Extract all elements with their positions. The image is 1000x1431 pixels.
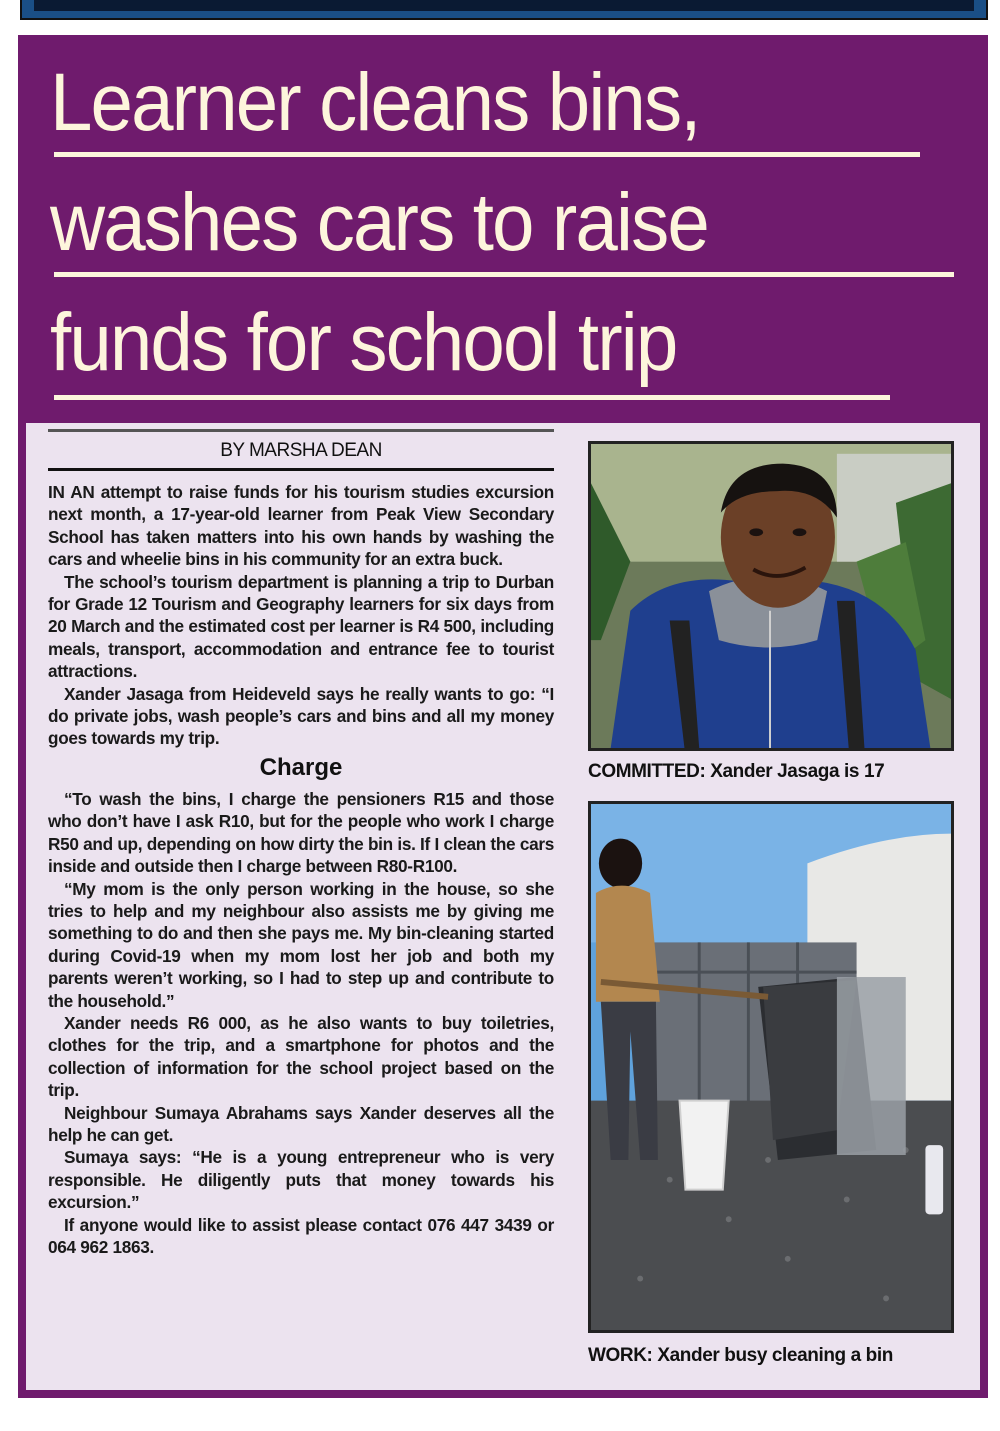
headline-line-2: washes cars to raise <box>50 177 708 268</box>
caption-bin-cleaning: WORK: Xander busy cleaning a bin <box>588 1345 893 1366</box>
photo-portrait <box>588 441 954 751</box>
photo-bin-cleaning <box>588 801 954 1333</box>
paragraph: Xander needs R6 000, as he also wants to buy toiletries, clothes for the trip, and a smartphone for photos and the collection of information for the school project based on the trip. <box>48 1012 554 1101</box>
paragraph: If anyone would like to assist please contact 076 447 3439 or 064 962 1863. <box>48 1214 554 1257</box>
paragraph: Neighbour Sumaya Abrahams says Xander deserves all the help he can get. <box>48 1102 554 1145</box>
article-panel <box>26 423 980 1390</box>
paragraph: IN AN attempt to raise funds for his tourism studies excursion next month, a 17-year-old learner from Peak View Secondary School has taken matters into his own hands by washing the cars and wheelie bins in his community for an extra buck. <box>48 482 554 570</box>
headline <box>50 43 960 403</box>
subhead: Charge <box>259 753 343 781</box>
bin-cleaning-illustration <box>591 804 951 1330</box>
headline-rule-3 <box>54 395 890 400</box>
headline-rule-2 <box>54 272 954 277</box>
paragraph: Sumaya says: “He is a young entrepreneur who is very responsible. He diligently puts that money towards his excursion.” <box>48 1147 554 1213</box>
top-banner-strip <box>20 0 988 20</box>
portrait-illustration <box>591 444 951 748</box>
byline-top-rule <box>48 429 554 432</box>
byline-bottom-rule <box>48 468 554 471</box>
paragraph: “To wash the bins, I charge the pensioners R15 and those who don’t have I ask R10, but for the people who work I charge R50 and up, depending on how dirty the bin is. If I clean the cars inside and outside then I charge between R80-R100. <box>48 788 554 877</box>
paragraph: The school’s tourism department is planning a trip to Durban for Grade 12 Tourism and Geography learners for six days from 20 March and the estimated cost per learner is R4 500, including meals, transport, accommodation and entrance fee to tourist attractions. <box>48 571 554 682</box>
article-body <box>48 429 554 1379</box>
byline: BY MARSHA DEAN <box>220 440 382 461</box>
headline-rule-1 <box>54 152 920 157</box>
article <box>18 35 988 1398</box>
paragraph: Xander Jasaga from Heideveld says he really wants to go: “I do private jobs, wash people’s cars and bins and all my money goes towards my trip. <box>48 683 554 749</box>
paragraph: “My mom is the only person working in the house, so she tries to help and my neighbour also assists me by giving me something to do and then she pays me. My bin-cleaning started during Covid-19 when my mom lost her job and both my parents weren’t working, so I had to step up and contribute to the household.” <box>48 878 554 1011</box>
headline-line-3: funds for school trip <box>50 297 677 388</box>
headline-line-1: Learner cleans bins, <box>50 57 700 148</box>
caption-portrait: COMMITTED: Xander Jasaga is 17 <box>588 761 885 782</box>
